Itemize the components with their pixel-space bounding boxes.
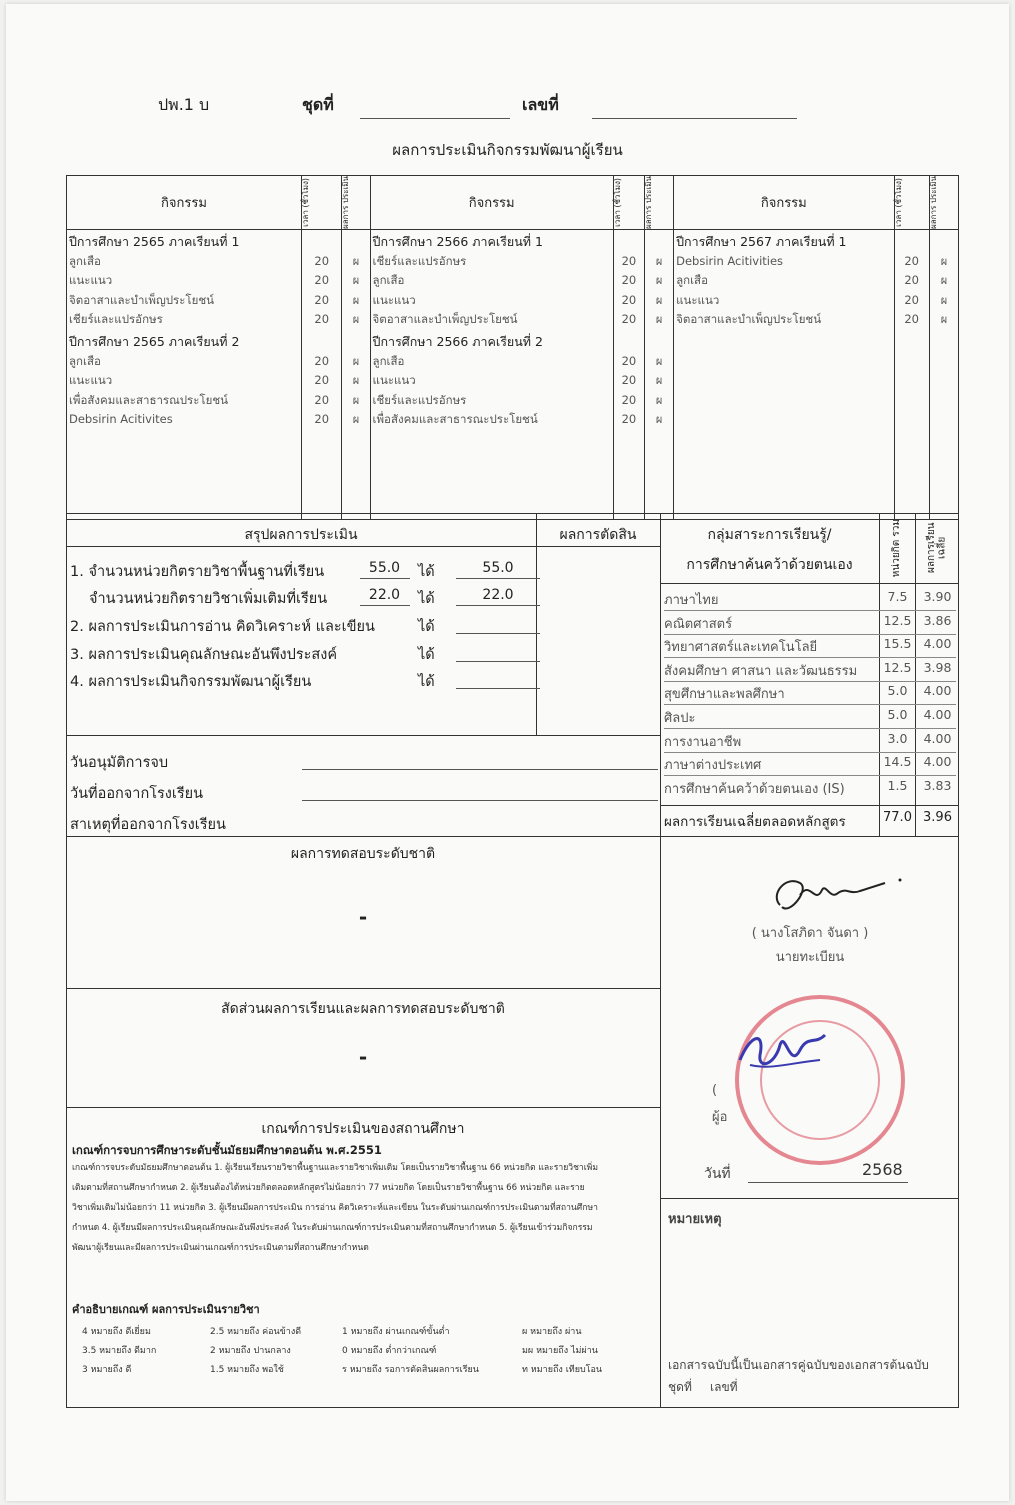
activity-name: เพื่อสังคมและสาธารณประโยชน์ [69, 392, 228, 407]
middle-line [66, 836, 959, 837]
activities-header-row [67, 176, 959, 230]
subject-row-line [664, 634, 956, 635]
activities-body-row [67, 229, 959, 519]
spacer [930, 232, 958, 252]
activity-result: ผ [352, 413, 360, 427]
activity-hours: 20 [621, 392, 637, 407]
subject-gpa: 4.00 [923, 730, 952, 746]
activity-hours: 20 [904, 253, 919, 268]
summary-bottom-line [66, 735, 660, 736]
subject-row-line [664, 610, 956, 611]
summary-row-4-label: 4. ผลการประเมินกิจกรรมพัฒนาผู้เรียน [70, 674, 312, 690]
summary-row-1b-got: ได้ [418, 591, 435, 607]
activity-name: เชียร์และแปรอักษร [69, 312, 163, 327]
activity-result: ผ [655, 354, 663, 368]
legend-item: 0 หมายถึง ต่ำกว่าเกณฑ์ [342, 1346, 437, 1356]
semester-heading: ปีการศึกษา 2565 ภาคเรียนที่ 2 [69, 333, 240, 349]
activity-result: ผ [352, 374, 360, 388]
legend-item: 2 หมายถึง ปานกลาง [210, 1346, 291, 1356]
activity-name: Debsirin Acitivities [676, 253, 784, 268]
spacer [645, 232, 673, 252]
col-hours-header: เวลา (ชั่วโมง) [613, 176, 644, 230]
subject-gpa: 3.90 [923, 589, 952, 604]
date-value: 2568 [862, 1160, 903, 1179]
set-line [360, 118, 510, 119]
subject-gpa: 4.00 [923, 683, 952, 699]
semester-heading: ปีการศึกษา 2565 ภาคเรียนที่ 1 [69, 233, 240, 249]
spacer [302, 332, 342, 352]
activity-hours-1 [301, 229, 342, 519]
col-result-header: ผลการ ประเมิน [929, 176, 958, 230]
activity-hours: 20 [314, 312, 330, 327]
activity-result: ผ [655, 293, 663, 307]
activity-result: ผ [655, 254, 663, 268]
activity-hours-2 [613, 229, 644, 519]
activity-name: จิตอาสาและบำเพ็ญประโยชน์ [676, 312, 822, 327]
subject-credits: 12.5 [883, 612, 912, 628]
activity-name: แนะแนว [69, 273, 113, 288]
reason-label: สาเหตุที่ออกจากโรงเรียน [70, 817, 226, 833]
activity-hours: 20 [314, 412, 330, 427]
subject-header-line [660, 583, 959, 584]
subject-name: การงานอาชีพ [664, 734, 742, 750]
criteria-line: เติมตามที่สถานศึกษากำหนด 2. ผู้เรียนต้องได้หน่วยกิตตลอดหลักสูตรไม่น้อยกว่า 77 หน่วยกิต โดยเป็นรายวิชาพื้นฐาน 66 หน่วยกิต และราย [72, 1183, 585, 1193]
activity-names-1 [67, 229, 302, 519]
col-hours-header: เวลา (ชั่วโมง) [894, 176, 929, 230]
activity-result: ผ [655, 313, 663, 327]
set-label: ชุดที่ [302, 95, 334, 114]
legend-item: ผ หมายถึง ผ่าน [522, 1327, 582, 1337]
activity-hours: 20 [314, 392, 330, 407]
activity-result: ผ [940, 293, 948, 307]
subject-gpa: 4.00 [923, 707, 952, 722]
activity-result: ผ [352, 393, 360, 407]
subject-credits: 14.5 [883, 754, 912, 770]
subject-title-2: การศึกษาค้นคว้าด้วยตนเอง [686, 557, 853, 573]
activity-name: ลูกเสือ [676, 273, 708, 288]
legend-item: 2.5 หมายถึง ค่อนข้างดี [210, 1327, 302, 1337]
form-code: ปพ.1 บ [158, 95, 210, 114]
subject-credits: 7.5 [887, 589, 908, 604]
summary-header-line [66, 546, 660, 547]
total-label: ผลการเรียนเฉลี่ยตลอดหลักสูตร [664, 814, 846, 830]
subject-name: ภาษาต่างประเทศ [664, 758, 762, 774]
page-title: ผลการประเมินกิจกรรมพัฒนาผู้เรียน [392, 141, 623, 159]
subject-name: การศึกษาค้นคว้าด้วยตนเอง (IS) [664, 781, 845, 797]
subject-row-line [664, 657, 956, 658]
activity-name: แนะแนว [372, 292, 416, 307]
activity-hours: 20 [621, 253, 637, 268]
credits-header: หน่วยกิต รวม [891, 518, 903, 578]
col-activity-header: กิจกรรม [674, 176, 894, 230]
right-divider [660, 513, 661, 1408]
activity-name: จิตอาสาและบำเพ็ญประโยชน์ [69, 292, 214, 307]
activity-hours: 20 [621, 353, 637, 368]
legend-item: 4 หมายถึง ดีเยี่ยม [82, 1327, 151, 1337]
judge-title: ผลการตัดสิน [559, 527, 637, 543]
spacer [614, 332, 644, 352]
approve-line [302, 769, 658, 770]
subject-row-line [664, 752, 956, 753]
row-1-value-line [360, 578, 410, 579]
spacer [895, 232, 929, 252]
subject-credits: 1.5 [887, 777, 908, 793]
col-result-header: ผลการ ประเมิน [645, 176, 674, 230]
activities-table [66, 175, 959, 520]
spacer [342, 232, 369, 252]
semester-heading: ปีการศึกษา 2566 ภาคเรียนที่ 1 [372, 233, 543, 249]
activity-result: ผ [352, 254, 360, 268]
director-name: ( [712, 1083, 718, 1098]
activity-result: ผ [352, 274, 360, 288]
activity-name: Debsirin Acitivites [69, 412, 173, 427]
registrar-signature [760, 865, 910, 925]
gpa-header: ผลการเรียน เฉลี่ย [926, 522, 948, 574]
activity-hours: 20 [904, 273, 919, 288]
summary-row-1-got: ได้ [418, 564, 435, 580]
activity-name: ลูกเสือ [69, 253, 101, 268]
total-credits: 77.0 [883, 810, 912, 825]
subject-credits: 3.0 [887, 730, 908, 746]
activity-result: ผ [940, 313, 948, 327]
activity-hours: 20 [621, 373, 637, 388]
activity-result: ผ [352, 354, 360, 368]
activity-result: ผ [655, 274, 663, 288]
activity-name: เชียร์และแปรอักษร [372, 392, 467, 407]
remark-top-line [660, 1198, 959, 1199]
activity-hours: 20 [314, 292, 330, 307]
summary-row-3-label: 3. ผลการประเมินคุณลักษณะอันพึงประสงค์ [70, 647, 338, 663]
ratio-title: สัดส่วนผลการเรียนและผลการทดสอบระดับชาติ [221, 1001, 505, 1017]
activity-name: เชียร์และแปรอักษร [372, 253, 467, 268]
activity-hours: 20 [621, 312, 637, 327]
legend-item: ท หมายถึง เทียบโอน [522, 1365, 603, 1375]
subject-name: สังคมศึกษา ศาสนา และวัฒนธรรม [664, 663, 858, 679]
activity-hours: 20 [314, 253, 330, 268]
leave-label: วันที่ออกจากโรงเรียน [70, 786, 204, 802]
summary-row-2-got: ได้ [418, 619, 435, 635]
activity-hours: 20 [904, 312, 919, 327]
national-value: - [358, 905, 368, 929]
summary-row-4-got: ได้ [418, 674, 435, 690]
activity-name: เพื่อสังคมและสาธารณะประโยชน์ [372, 412, 538, 427]
subject-name: ศิลปะ [664, 711, 696, 726]
subject-name: ภาษาไทย [664, 593, 719, 608]
activity-result: ผ [655, 413, 663, 427]
leave-line [302, 800, 658, 801]
row-1-result-line [456, 578, 540, 579]
spacer [645, 332, 673, 352]
subject-name: สุขศึกษาและพลศึกษา [664, 687, 785, 703]
subject-row-line [664, 681, 956, 682]
legend-title: คำอธิบายเกณฑ์ ผลการประเมินรายวิชา [72, 1303, 260, 1316]
no-line [592, 118, 797, 119]
col-result-header: ผลการ ประเมิน [342, 176, 370, 230]
activity-result: ผ [940, 274, 948, 288]
spacer [342, 332, 369, 352]
subject-credits: 5.0 [887, 707, 908, 722]
summary-row-1b-result: 22.0 [482, 587, 514, 603]
criteria-text [72, 1158, 657, 1258]
summary-row-1-value: 55.0 [368, 560, 401, 576]
col-activity-header: กิจกรรม [370, 176, 613, 230]
subject-gpa: 3.83 [923, 777, 952, 793]
activity-hours: 20 [314, 353, 330, 368]
activity-names-3 [674, 229, 894, 519]
subject-row-line [664, 775, 956, 776]
legend-item: มผ หมายถึง ไม่ผ่าน [522, 1346, 598, 1356]
registrar-position: นายทะเบียน [775, 950, 845, 965]
subject-title-1: กลุ่มสาระการเรียนรู้/ [707, 527, 832, 543]
activity-hours: 20 [904, 292, 919, 307]
subject-total-line [660, 805, 959, 806]
criteria-line: กำหนด 4. ผู้เรียนมีผลการประเมินคุณลักษณะอันพึงประสงค์ ในระดับผ่านเกณฑ์การประเมินตามที่สถานศึกษากำหนด 5. ผู้เรียนเข้าร่วมกิจกรรม [72, 1223, 593, 1233]
approve-label: วันอนุมัติการจบ [70, 755, 169, 771]
activity-name: ลูกเสือ [372, 353, 405, 368]
row-3-result-line [456, 661, 540, 662]
subject-gpa: 3.98 [923, 659, 952, 675]
activity-name: แนะแนว [676, 292, 720, 307]
no-label: เลขที่ [522, 95, 559, 114]
activity-results-1 [342, 229, 370, 519]
activity-result: ผ [940, 254, 948, 268]
activity-result: ผ [352, 293, 360, 307]
row-1b-value-line [360, 605, 410, 606]
activity-result: ผ [655, 393, 663, 407]
activity-name: ลูกเสือ [372, 273, 405, 288]
criteria-subtitle: เกณฑ์การจบการศึกษาระดับชั้นมัธยมศึกษาตอนต้น พ.ศ.2551 [72, 1143, 382, 1157]
national-title: ผลการทดสอบระดับชาติ [290, 846, 436, 862]
activity-name: แนะแนว [69, 373, 113, 388]
activity-name: จิตอาสาและบำเพ็ญประโยชน์ [372, 312, 518, 327]
col-activity-header: กิจกรรม [67, 176, 302, 230]
legend-item: 1.5 หมายถึง พอใช้ [210, 1365, 284, 1375]
summary-row-1-result: 55.0 [482, 560, 514, 576]
criteria-title: เกณฑ์การประเมินของสถานศึกษา [261, 1121, 465, 1137]
date-label: วันที่ [704, 1166, 731, 1182]
activity-results-2 [645, 229, 674, 519]
subject-gpa: 4.00 [923, 754, 952, 770]
activity-names-2 [370, 229, 613, 519]
summary-row-3-got: ได้ [418, 647, 435, 663]
legend-item: ร หมายถึง รอการตัดสินผลการเรียน [342, 1365, 479, 1375]
subject-gpa: 3.86 [923, 612, 952, 628]
row-2-result-line [456, 633, 540, 634]
date-line [748, 1182, 908, 1183]
semester-heading: ปีการศึกษา 2566 ภาคเรียนที่ 2 [372, 333, 543, 349]
spacer [614, 232, 644, 252]
summary-row-1b-value: 22.0 [368, 587, 401, 603]
subject-credits: 15.5 [883, 636, 912, 652]
legend-item: 3 หมายถึง ดี [82, 1365, 132, 1375]
subject-name: คณิตศาสตร์ [664, 616, 733, 632]
activity-hours: 20 [621, 273, 637, 288]
national-bottom-line [66, 988, 660, 989]
ratio-bottom-line [66, 1107, 660, 1108]
ratio-value: - [358, 1045, 368, 1069]
remarks-set-label: ชุดที่ [668, 1380, 692, 1394]
activity-hours: 20 [314, 273, 330, 288]
spacer [302, 232, 342, 252]
activity-name: ลูกเสือ [69, 353, 101, 368]
activity-hours: 20 [621, 292, 637, 307]
subject-row-line [664, 728, 956, 729]
summary-row-1-label: 1. จำนวนหน่วยกิตรายวิชาพื้นฐานที่เรียน [70, 564, 325, 580]
subject-row-line [664, 704, 956, 705]
activity-hours-3 [894, 229, 929, 519]
criteria-line: วิชาเพิ่มเติมไม่น้อยกว่า 11 หน่วยกิต 3. ผู้เรียนมีผลการประเมิน การอ่าน คิดวิเคราะห์และเขียน ในระดับผ่านเกณฑ์การประเมินตามที่สถานศึกษา [72, 1203, 598, 1213]
director-signature [730, 1015, 840, 1085]
registrar-name: ( นางโสภิดา จันดา ) [751, 926, 869, 941]
remarks-no-label: เลขที่ [710, 1380, 738, 1394]
criteria-line: เกณฑ์การจบระดับมัธยมศึกษาตอนต้น 1. ผู้เรียนเรียนรายวิชาพื้นฐานและรายวิชาเพิ่มเติม โดยเป็นรายวิชาพื้นฐาน 66 หน่วยกิต และรายวิชาเพิ่ม [72, 1163, 599, 1173]
criteria-line: พัฒนาผู้เรียนและมีผลการประเมินผ่านเกณฑ์การประเมินตามที่สถานศึกษากำหนด [72, 1243, 369, 1253]
activity-name: แนะแนว [372, 373, 416, 388]
row-1b-result-line [456, 605, 540, 606]
legend-item: 3.5 หมายถึง ดีมาก [82, 1346, 157, 1356]
legend-item: 1 หมายถึง ผ่านเกณฑ์ขั้นต่ำ [342, 1327, 450, 1337]
subject-credits: 5.0 [887, 683, 908, 699]
activity-results-3 [929, 229, 958, 519]
remarks-title: หมายเหตุ [668, 1212, 722, 1227]
subject-gpa: 4.00 [923, 636, 952, 652]
row-4-result-line [456, 688, 540, 689]
subject-credits: 12.5 [883, 659, 912, 675]
activity-result: ผ [655, 374, 663, 388]
summary-row-2-label: 2. ผลการประเมินการอ่าน คิดวิเคราะห์ และเขียน [70, 619, 375, 635]
activity-hours: 20 [621, 412, 637, 427]
subject-name: วิทยาศาสตร์และเทคโนโลยี [664, 640, 818, 656]
activity-result: ผ [352, 313, 360, 327]
semester-heading: ปีการศึกษา 2567 ภาคเรียนที่ 1 [676, 233, 847, 249]
total-gpa: 3.96 [923, 810, 952, 825]
summary-row-1b-label: จำนวนหน่วยกิตรายวิชาเพิ่มเติมที่เรียน [89, 591, 328, 607]
col-hours-header: เวลา (ชั่วโมง) [301, 176, 342, 230]
activity-hours: 20 [314, 373, 330, 388]
director-position: ผู้อ [712, 1110, 728, 1125]
summary-title: สรุปผลการประเมิน [244, 527, 358, 543]
copy-note: เอกสารฉบับนี้เป็นเอกสารคู่ฉบับของเอกสารต้นฉบับ [668, 1358, 929, 1372]
